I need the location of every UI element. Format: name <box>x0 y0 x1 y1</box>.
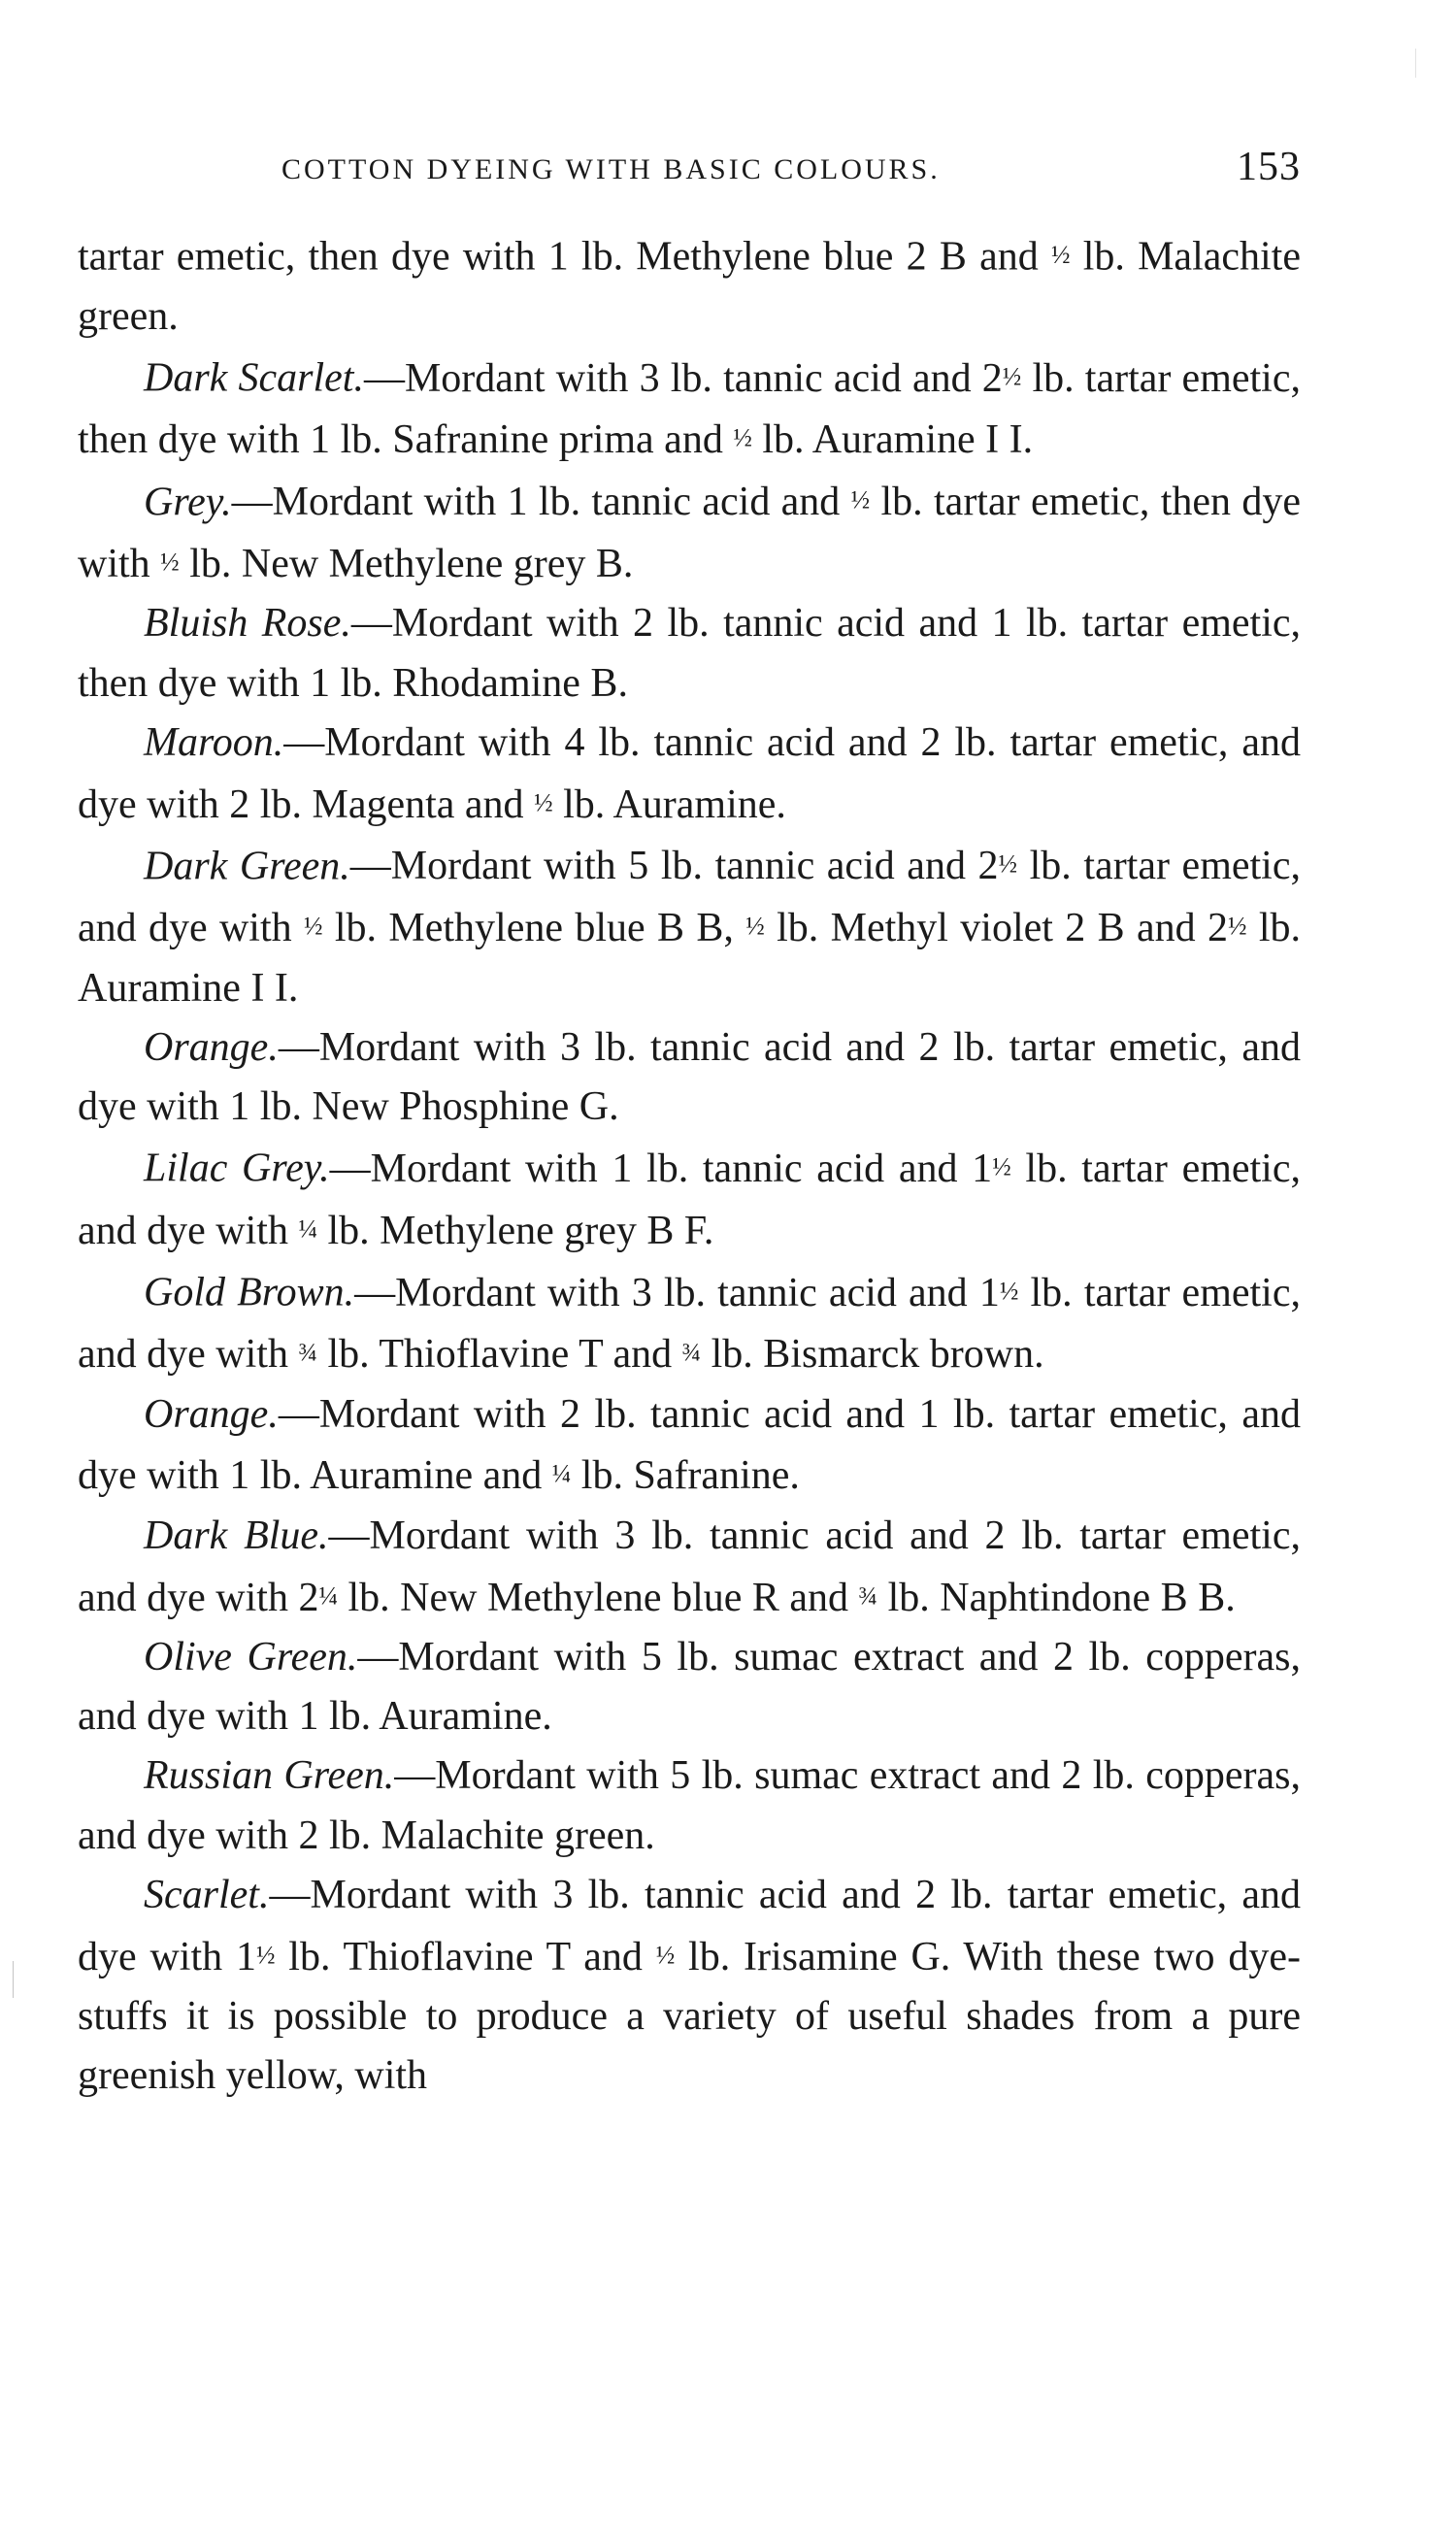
fraction: ½ <box>992 1152 1011 1181</box>
fraction: ½ <box>1002 362 1022 391</box>
recipe-name: Maroon. <box>144 719 284 765</box>
fraction: ½ <box>850 485 871 515</box>
recipe-dark-green <box>78 835 1301 1018</box>
fraction: ½ <box>998 849 1018 879</box>
recipe-dark-blue <box>78 1507 1301 1628</box>
running-head <box>78 144 1301 202</box>
fraction: ¼ <box>318 1581 338 1611</box>
recipe-russian-green <box>78 1746 1301 1866</box>
page-number: 153 <box>1237 145 1301 189</box>
fraction: ½ <box>655 1941 676 1970</box>
recipe-name: Dark Green. <box>144 844 350 889</box>
fraction: ¼ <box>551 1459 572 1488</box>
recipe-grey <box>78 471 1301 595</box>
recipe-name: Russian Green. <box>144 1753 395 1799</box>
recipe-name: Bluish Rose. <box>144 601 351 647</box>
recipe-dark-scarlet <box>78 347 1301 471</box>
recipe-olive-green <box>78 1628 1301 1747</box>
fraction: ½ <box>255 1941 276 1970</box>
recipe-orange <box>78 1018 1301 1138</box>
fraction: ½ <box>733 423 752 452</box>
margin-mark <box>13 1961 14 1998</box>
fraction: ½ <box>1050 241 1071 269</box>
fraction: ½ <box>534 788 553 817</box>
edge-mark <box>1415 49 1416 78</box>
recipe-lilac-grey <box>78 1137 1301 1261</box>
recipe-text: —Mordant with 4 lb. tannic acid and 2 lb. tartar emetic, and dye with 2 lb. Magenta and ½ lb. Auramine. <box>78 719 1301 827</box>
fraction: ½ <box>1227 912 1247 941</box>
recipe-gold-brown <box>78 1261 1301 1385</box>
recipe-name: Dark Scarlet. <box>144 355 364 401</box>
recipe-bluish-rose <box>78 594 1301 714</box>
fraction: ¾ <box>681 1338 702 1367</box>
recipe-text: —Mordant with 3 lb. tannic acid and 2 lb. tartar emetic, and dye with 1 lb. New Phosphine G. <box>78 1024 1301 1130</box>
recipe-text: —Mordant with 5 lb. tannic acid and 2½ lb. tartar emetic, and dye with ½ lb. Methylene blue B B, ½ lb. Methyl violet 2 B and 2½ lb. Auramine I I. <box>78 844 1302 1011</box>
fraction: ½ <box>999 1277 1019 1306</box>
fraction: ½ <box>160 548 180 577</box>
recipe-name: Orange. <box>144 1391 279 1437</box>
recipe-text: —Mordant with 1 lb. tannic acid and ½ lb. tartar emetic, then dye with ½ lb. New Methylene grey B. <box>78 480 1301 586</box>
recipe-name: Scarlet. <box>144 1873 270 1918</box>
recipe-text: —Mordant with 5 lb. sumac extract and 2 lb. copperas, and dye with 2 lb. Malachite green. <box>78 1753 1301 1858</box>
recipe-text: —Mordant with 2 lb. tannic acid and 1 lb. tartar emetic, and dye with 1 lb. Auramine and ¼ lb. Safranine. <box>78 1391 1301 1499</box>
text-body <box>78 225 1301 2107</box>
fraction: ½ <box>304 912 323 941</box>
fraction: ¾ <box>298 1338 317 1367</box>
recipe-text: —Mordant with 3 lb. tannic acid and 2½ lb. tartar emetic, then dye with 1 lb. Safranine prima and ½ lb. Auramine I I. <box>78 355 1301 463</box>
recipe-scarlet <box>78 1866 1301 2107</box>
recipe-orange-2 <box>78 1385 1301 1507</box>
recipe-text: —Mordant with 5 lb. sumac extract and 2 lb. copperas, and dye with 1 lb. Auramine. <box>78 1634 1302 1740</box>
recipe-name: Lilac Grey. <box>144 1146 330 1191</box>
recipe-name: Olive Green. <box>144 1634 358 1679</box>
running-title: COTTON DYEING WITH BASIC COLOURS. <box>281 153 941 185</box>
recipe-maroon <box>78 714 1301 835</box>
recipe-name: Orange. <box>144 1024 279 1070</box>
recipe-text: —Mordant with 1 lb. tannic acid and 1½ lb. tartar emetic, and dye with ¼ lb. Methylene grey B F. <box>78 1146 1301 1253</box>
recipe-text: —Mordant with 3 lb. tannic acid and 2 lb. tartar emetic, and dye with 2¼ lb. New Methylene blue R and ¾ lb. Naphtindone B B. <box>78 1513 1301 1620</box>
recipe-text: —Mordant with 3 lb. tannic acid and 1½ lb. tartar emetic, and dye with ¾ lb. Thioflavine T and ¾ lb. Bismarck brown. <box>78 1270 1301 1378</box>
recipe-name: Gold Brown. <box>144 1270 355 1315</box>
recipe-name: Grey. <box>144 480 232 525</box>
recipe-name: Dark Blue. <box>144 1513 329 1558</box>
fraction: ¼ <box>298 1214 317 1244</box>
fraction: ¾ <box>858 1581 878 1611</box>
continuation-paragraph: tartar emetic, then dye with 1 lb. Methylene blue 2 B and ½ lb. Malachite green. <box>78 234 1301 339</box>
fraction: ½ <box>745 912 765 941</box>
recipe-text: —Mordant with 3 lb. tannic acid and 2 lb. tartar emetic, and dye with 1½ lb. Thioflavine T and ½ lb. Irisamine G. With these two dye-stuffs it is possible to produce a variety of useful shades from a pure greenish yellow, with <box>78 1873 1302 2099</box>
recipe-text: —Mordant with 2 lb. tannic acid and 1 lb. tartar emetic, then dye with 1 lb. Rhodamine B. <box>78 601 1301 706</box>
